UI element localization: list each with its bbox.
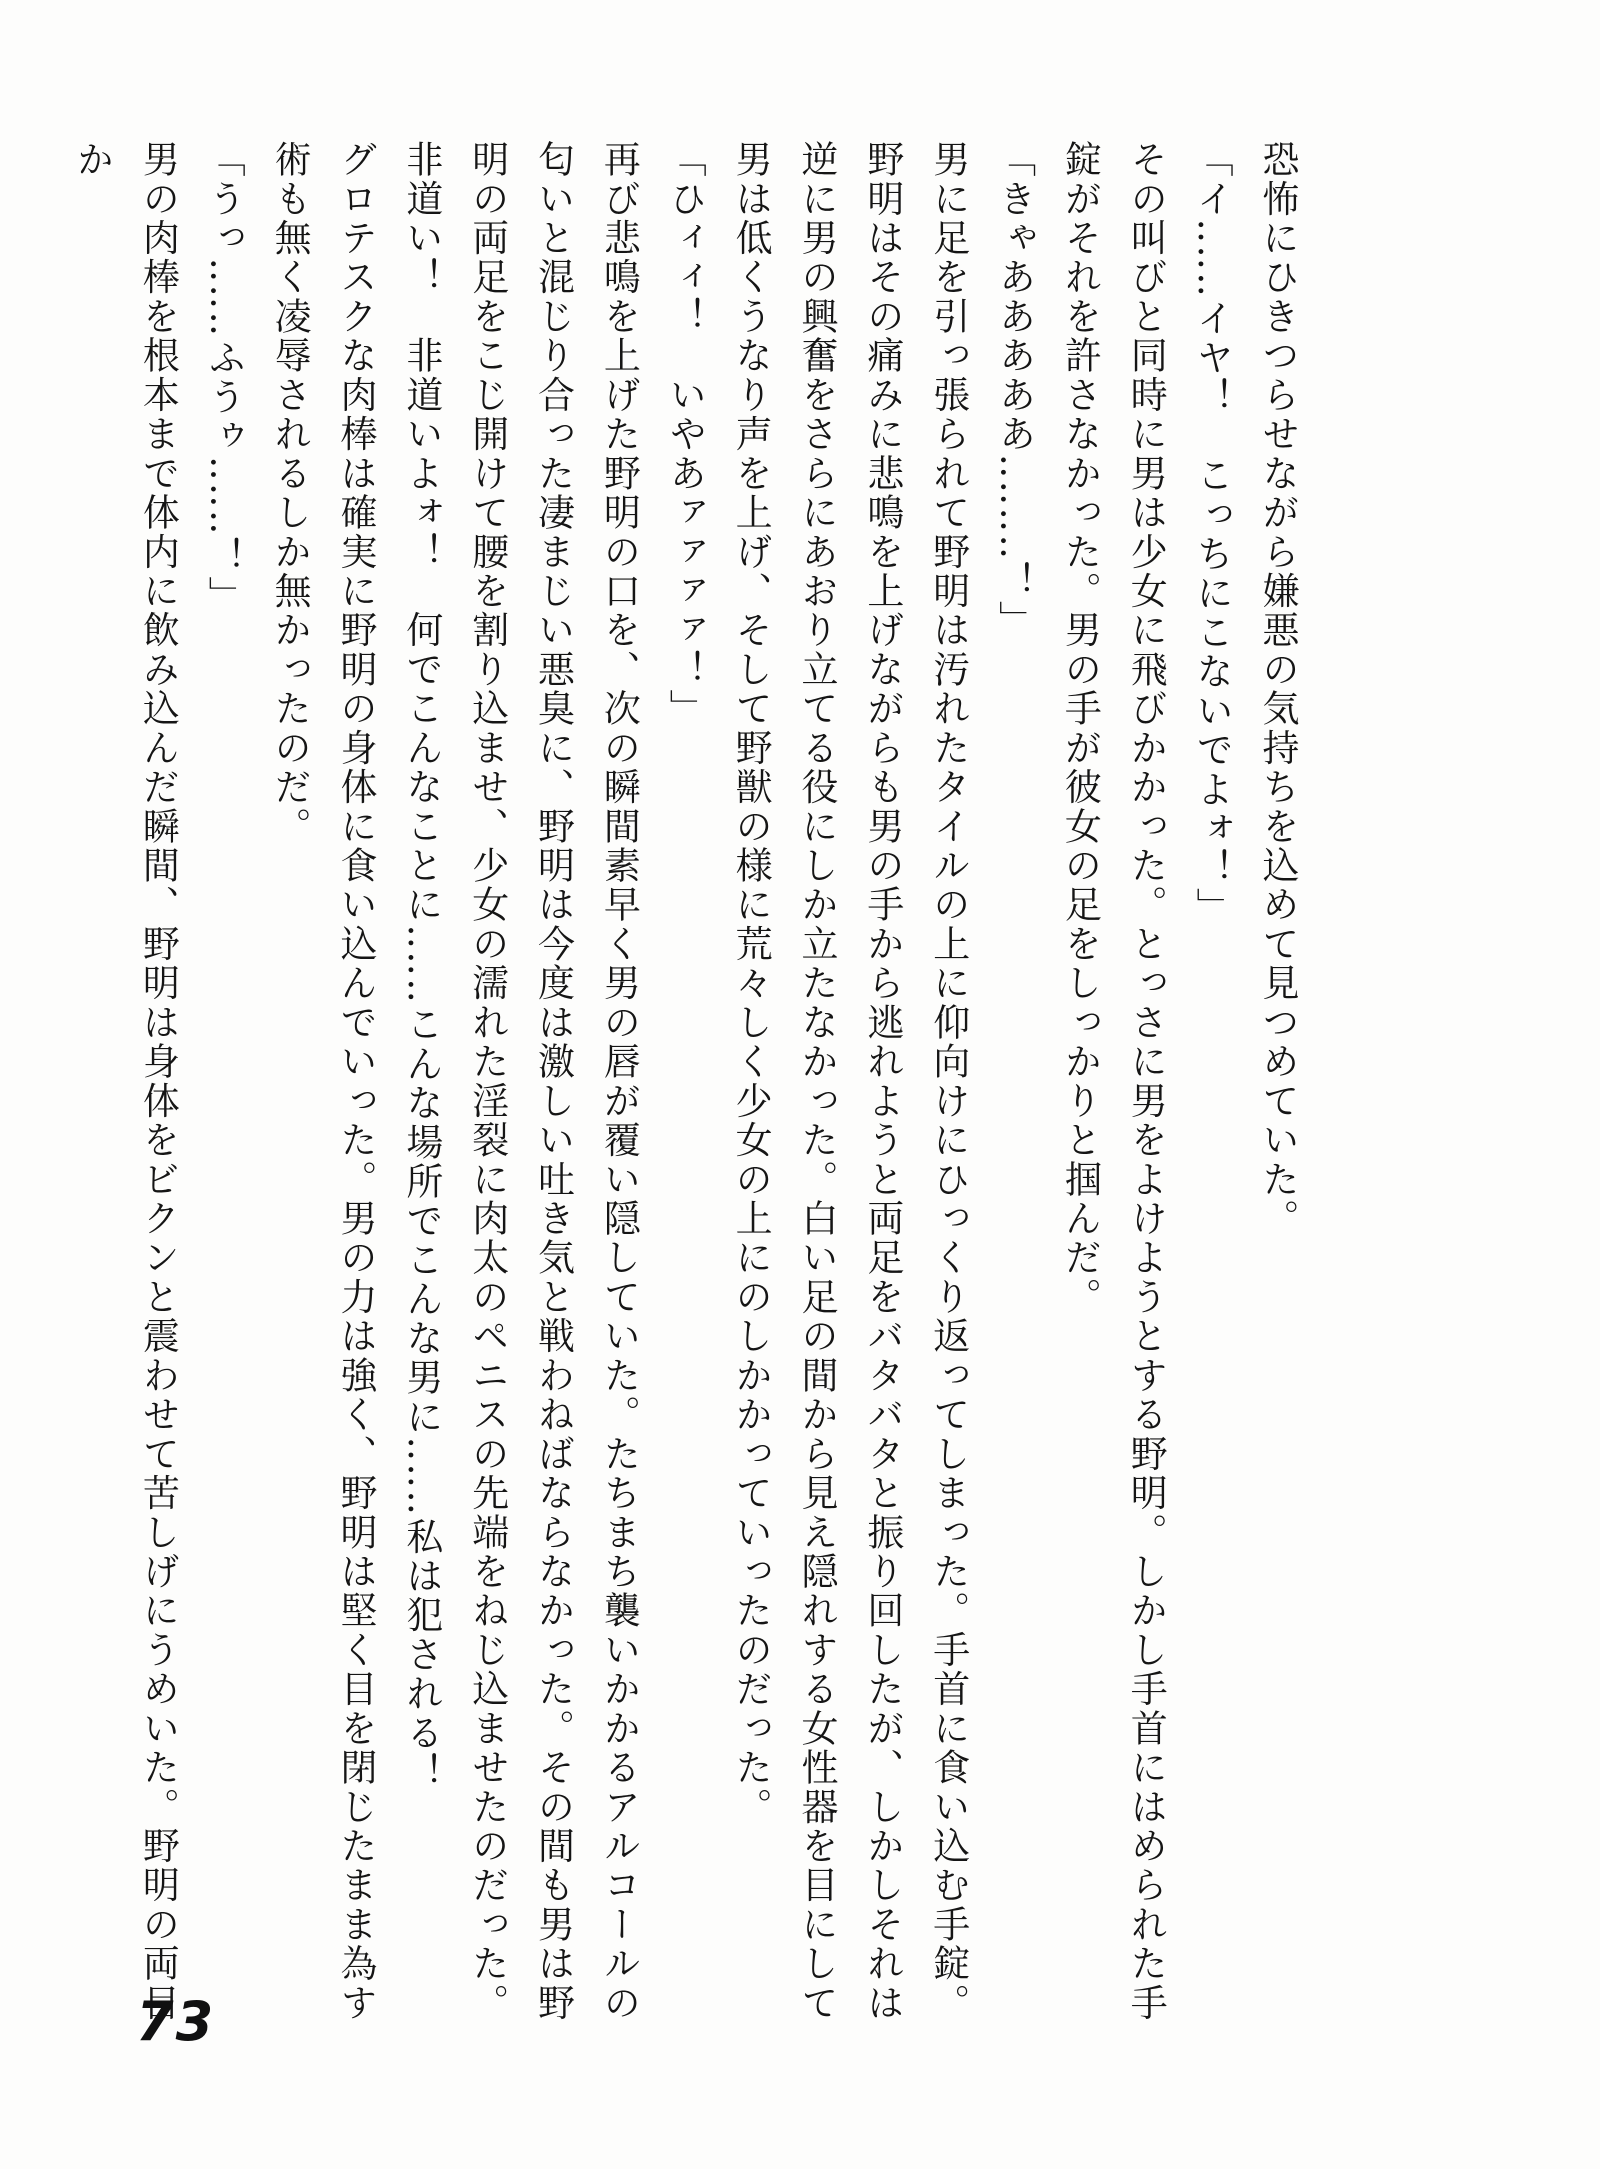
text-line: 「ひィィ！ いやあァァァァ！」 <box>663 140 707 729</box>
text-line: 「イ‥‥‥イヤ！ こっちにこないでよォ！」 <box>1190 140 1234 927</box>
text-line: その叫びと同時に男は少女に飛びかかった。とっさに男をよけようとする野明。しかし手首にはめられた手錠がそれを許さなかった。男の手が彼女の足をしっかりと掴んだ。 <box>1058 140 1168 2023</box>
text-line: グロテスクな肉棒は確実に野明の身体に食い込んでいった。男の力は強く、野明は堅く目を閉じたまま為す術も無く凌辱されるしか無かったのだ。 <box>268 140 377 2023</box>
vertical-text-body <box>70 140 1310 2040</box>
text-line: 非道い！ 非道いよォ！ 何でこんなことに‥‥‥こんな場所でこんな男に‥‥‥私は犯される！ <box>399 140 443 1792</box>
text-line: 男の肉棒を根本まで体内に飲み込んだ瞬間、野明は身体をビクンと震わせて苦しげにうめいた。野明の両目か <box>70 140 180 2023</box>
page-number: 73 <box>136 1990 216 2053</box>
text-line: 再び悲鳴を上げた野明の口を、次の瞬間素早く男の唇が覆い隠していた。たちまち襲いかかるアルコールの匂いと混じり合った凄まじい悪臭に、野明は今度は激しい吐き気と戦わねばならなかった。その間も男は野明の両足をこじ開けて腰を割り込ませ、少女の濡れた淫裂に肉太のペニスの先端をねじ込ませたのだった。 <box>465 140 641 2023</box>
text-line: 「うっ‥‥‥ふうゥ‥‥‥！」 <box>202 140 246 616</box>
text-line: 「きゃあああああ‥‥‥‥！」 <box>992 140 1036 640</box>
text-line: 男に足を引っ張られて野明は汚れたタイルの上に仰向けにひっくり返ってしまった。手首に食い込む手錠。野明はその痛みに悲鳴を上げながらも男の手から逃れようと両足をバタバタと振り回したが、しかしそれは逆に男の興奮をさらにあおり立てる役にしか立たなかった。白い足の間から見え隠れする女性器を目にして男は低くうなり声を上げ、そして野獣の様に荒々しく少女の上にのしかかっていったのだった。 <box>729 140 970 2023</box>
text-line: 恐怖にひきつらせながら嫌悪の気持ちを込めて見つめていた。 <box>1256 140 1299 1239</box>
